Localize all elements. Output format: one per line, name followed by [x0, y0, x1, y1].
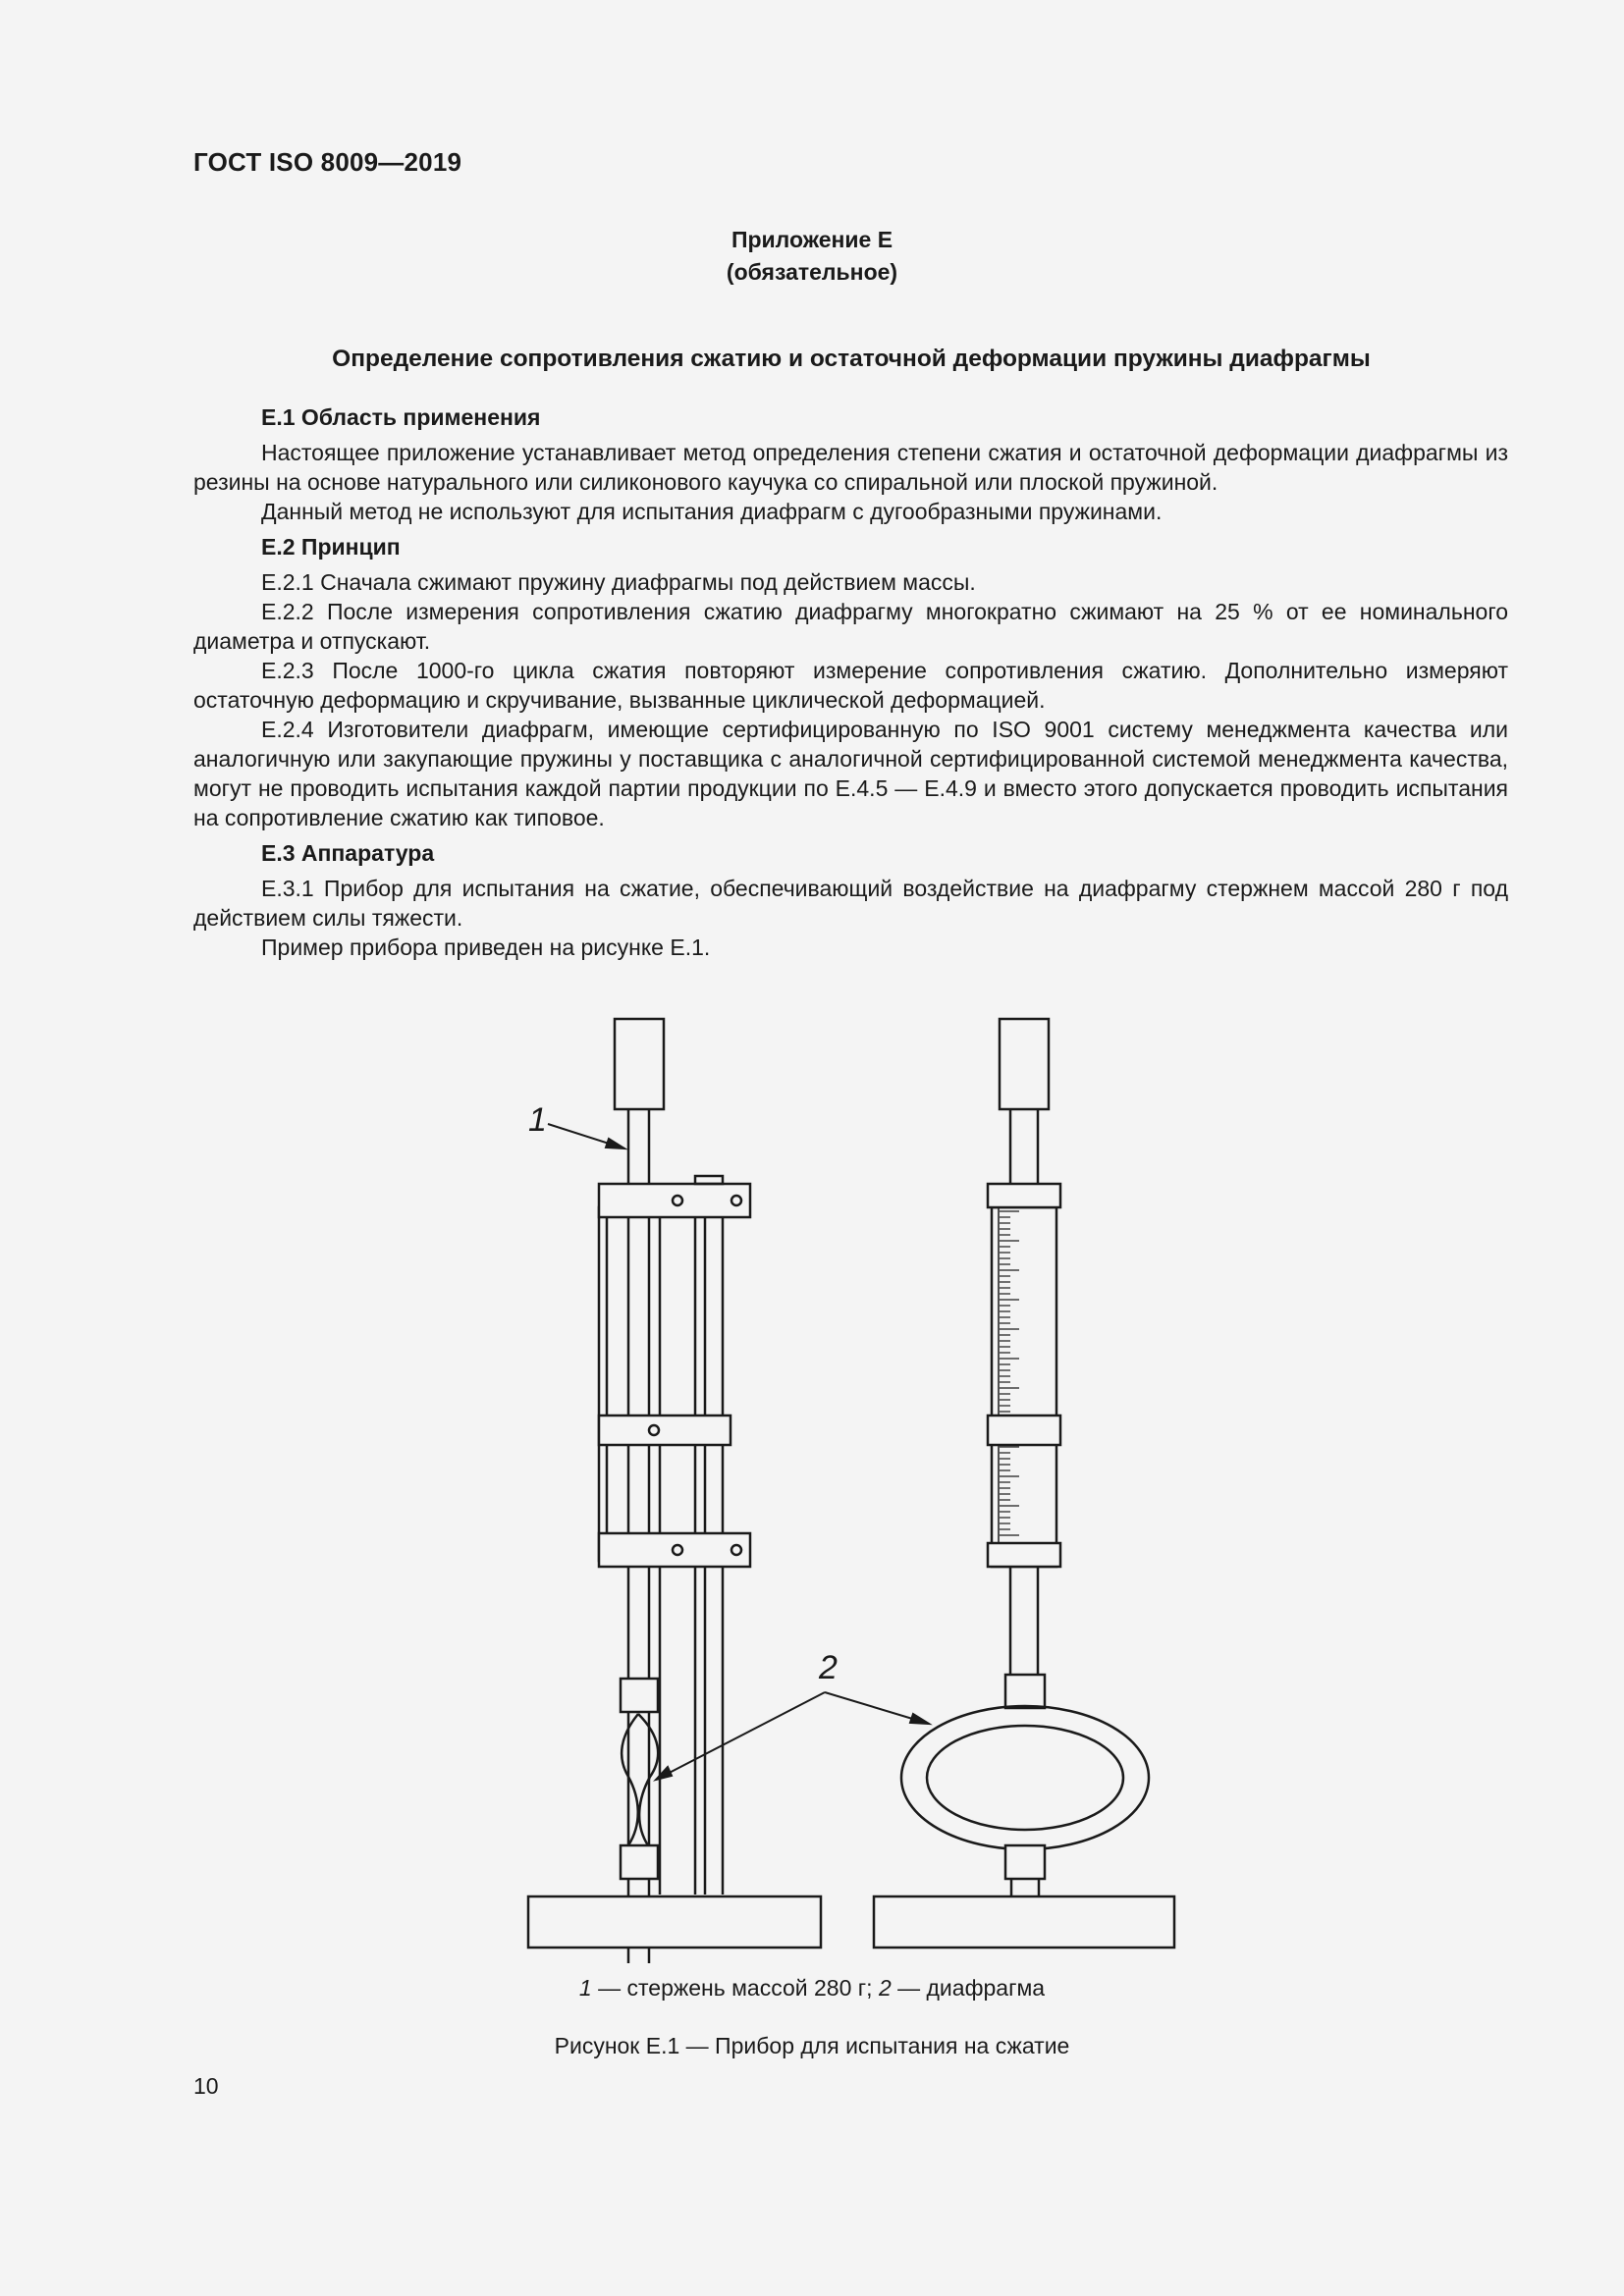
left-scale-plate — [599, 1207, 607, 1561]
figure-legend — [0, 1975, 1624, 2002]
arrowhead — [606, 1139, 624, 1148]
section-e3-heading: Е.3 Аппаратура — [261, 840, 435, 866]
left-lower-holder — [621, 1845, 658, 1879]
section-e2-paragraph: Е.2.3 После 1000-го цикла сжатия повторяют измерение сопротивления сжатию. Дополнительно измеряют остаточную деформацию и скручивание, вызванные циклической деформацией. — [193, 658, 1508, 713]
left-weight-block — [615, 1019, 664, 1109]
right-top-clamp — [988, 1184, 1060, 1207]
legend-text: — стержень массой 280 г; — [591, 1975, 879, 2001]
right-weight-block — [1000, 1019, 1049, 1109]
legend-text: — диафрагма — [891, 1975, 1046, 2001]
figure-label-2: 2 — [819, 1649, 838, 1686]
annex-status: (обязательное) — [726, 259, 898, 285]
diaphragm-ring-outer — [901, 1706, 1149, 1849]
graduated-tube — [992, 1207, 1056, 1567]
right-upper-holder — [1005, 1675, 1045, 1708]
annex-heading — [0, 224, 1624, 289]
body-text — [193, 402, 1508, 962]
annex-main-title: Определение сопротивления сжатию и остаточной деформации пружины диафрагмы — [332, 346, 1371, 372]
figure-leaders — [548, 1124, 929, 1780]
section-e2-paragraph: Е.2.4 Изготовители диафрагм, имеющие сертифицированную по ISO 9001 систему менеджмента качества или аналогичную или закупающие пружины у поставщика с аналогичной сертифицированной системой менеджмента качества, могут не проводить испытания каждой партии продукции по Е.4.5 — Е.4.9 и вместо этого допускается проводить испытания на сопротивление сжатию как типовое. — [193, 717, 1508, 830]
right-base-plate — [874, 1896, 1174, 1948]
left-upper-holder — [621, 1679, 658, 1712]
right-middle-clamp — [988, 1415, 1060, 1445]
leader-line-2 — [656, 1692, 825, 1780]
section-e1-heading: Е.1 Область применения — [261, 404, 541, 430]
left-bottom-clamp — [599, 1533, 750, 1567]
compressed-diaphragm — [622, 1714, 658, 1845]
left-middle-clamp — [599, 1415, 731, 1445]
arrowhead — [910, 1714, 929, 1724]
right-apparatus — [874, 1019, 1174, 1948]
right-lower-holder — [1005, 1845, 1045, 1879]
page-number: 10 — [193, 2073, 219, 2099]
left-clamp-cap — [695, 1176, 723, 1184]
document-code: ГОСТ ISO 8009—2019 — [193, 147, 462, 177]
annex-title: Приложение Е — [731, 227, 893, 252]
section-e2-heading: Е.2 Принцип — [261, 534, 401, 560]
compression-apparatus-drawing — [491, 1001, 1218, 1963]
right-bottom-clamp — [988, 1543, 1060, 1567]
section-e2-paragraph: Е.2.1 Сначала сжимают пружину диафрагмы под действием массы. — [261, 569, 976, 595]
section-e1-paragraph: Настоящее приложение устанавливает метод определения степени сжатия и остаточной деформации диафрагмы из резины на основе натурального или силиконового каучука со спиральной или плоской пружиной. — [193, 440, 1508, 495]
left-base-plate — [528, 1896, 821, 1948]
figure-label-1: 1 — [528, 1101, 547, 1139]
arrowhead — [656, 1767, 672, 1780]
section-e1-paragraph: Данный метод не используют для испытания диафрагм с дугообразными пружинами. — [261, 499, 1163, 524]
left-top-clamp — [599, 1184, 750, 1217]
section-e3-paragraph: Пример прибора приведен на рисунке Е.1. — [261, 934, 711, 960]
section-e2-paragraph: Е.2.2 После измерения сопротивления сжатию диафрагму многократно сжимают на 25 % от ее номинального диаметра и отпускают. — [193, 599, 1508, 654]
legend-number: 2 — [878, 1975, 892, 2001]
figure-caption: Рисунок Е.1 — Прибор для испытания на сжатие — [554, 2033, 1070, 2058]
diaphragm-ring-inner — [927, 1726, 1123, 1830]
left-apparatus — [528, 1019, 821, 1963]
section-e3-paragraph: Е.3.1 Прибор для испытания на сжатие, обеспечивающий воздействие на диафрагму стержнем массой 280 г под действием силы тяжести. — [193, 876, 1508, 931]
legend-number: 1 — [578, 1975, 592, 2001]
figure-e1-drawing — [491, 1001, 1218, 1963]
